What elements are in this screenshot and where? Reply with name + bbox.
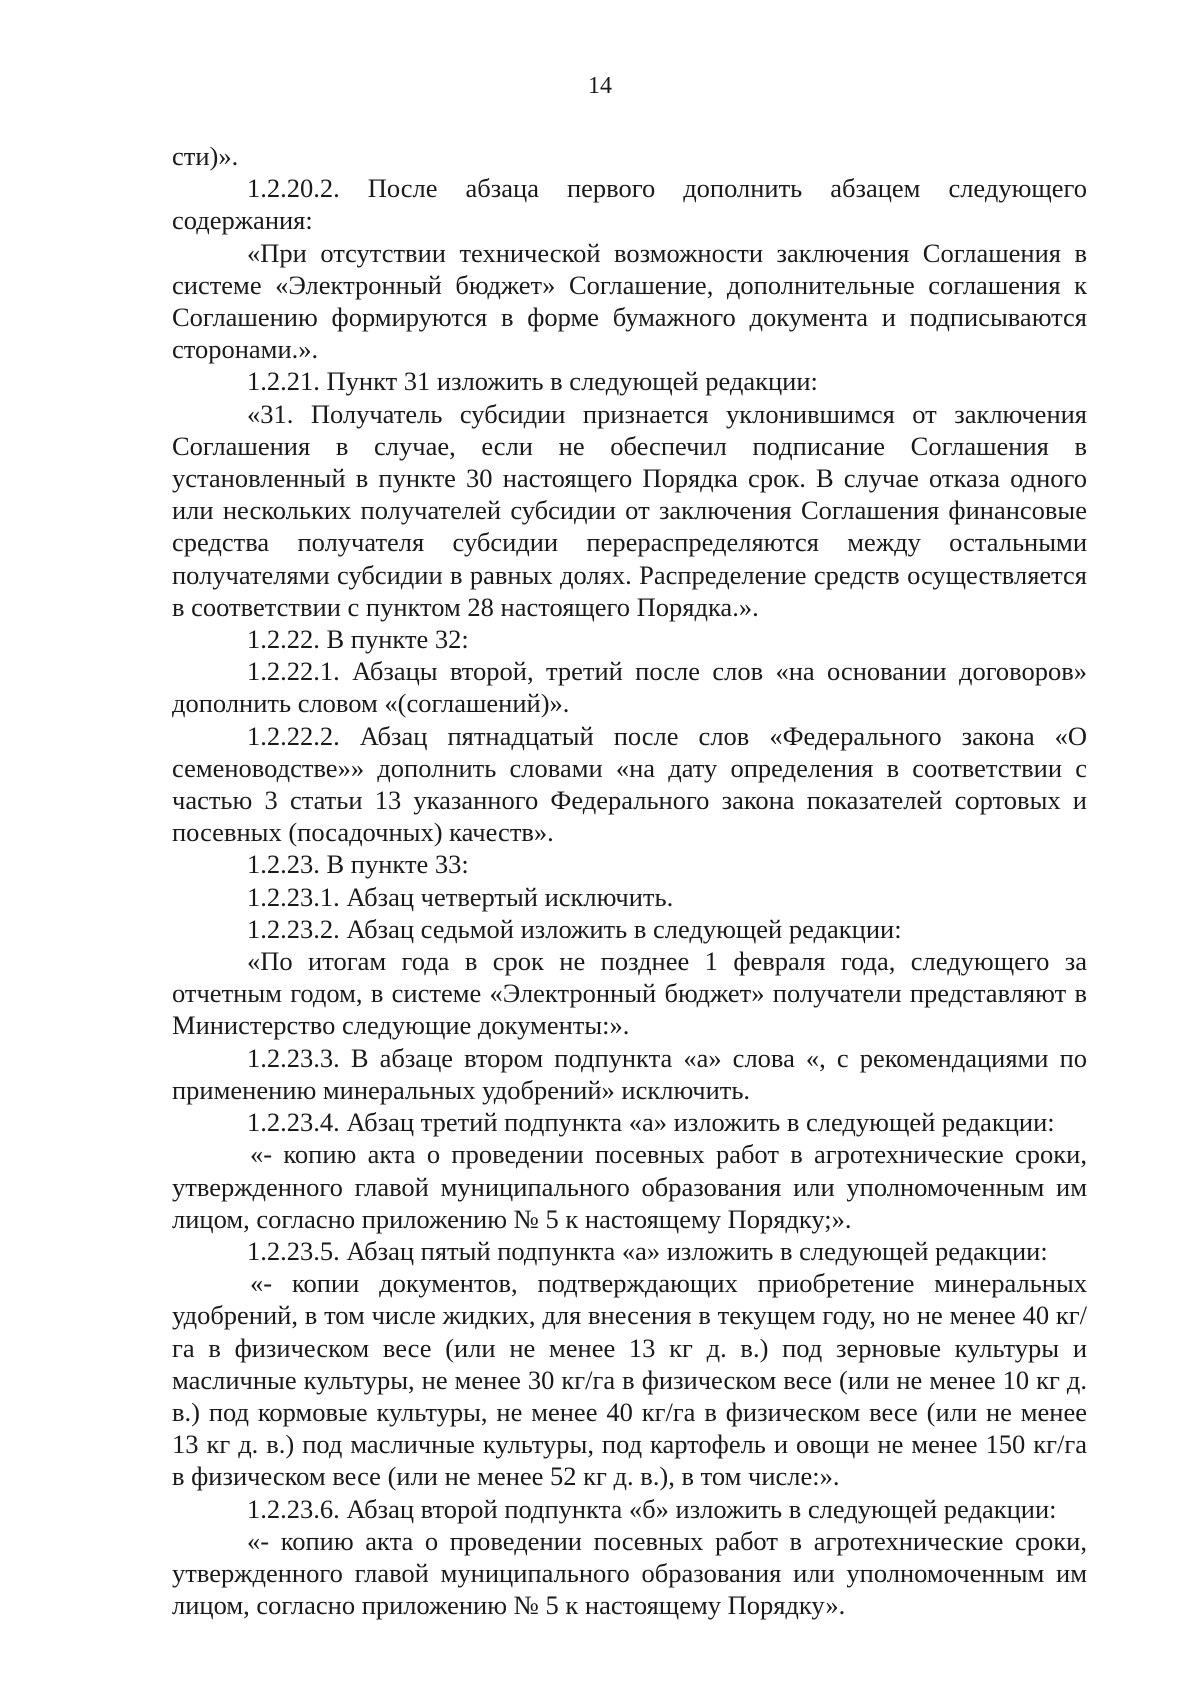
paragraph: 1.2.22. В пункте 32: (247, 624, 469, 655)
paragraph: 1.2.23.3. В абзаце втором подпункта «а» слова «, с рекомендациями по применению минеральных удобрений» исключить. (172, 1042, 1087, 1105)
document-body (172, 140, 1087, 1621)
paragraph: 1.2.23.4. Абзац третий подпункта «а» изложить в следующей редакции: (247, 1107, 1055, 1138)
paragraph: 1.2.22.1. Абзацы второй, третий после слов «на основании договоров» дополнить словом «(соглашений)». (172, 656, 1087, 719)
paragraph: 1.2.23.1. Абзац четвертый исключить. (247, 881, 674, 912)
paragraph: 1.2.23. В пункте 33: (247, 849, 469, 880)
paragraph: «По итогам года в срок не позднее 1 февраля года, следующего за отчетным годом, в системе «Электронный бюджет» получатели представляют в Министерство следующие документы:». (172, 946, 1087, 1041)
paragraph: сти)». (172, 141, 239, 171)
paragraph: «- копию акта о проведении посевных работ в агротехнические сроки, утвержденного главой муниципального образования или уполномоченным им лицом, согласно приложению № 5 к настоящему Порядку». (172, 1525, 1087, 1621)
paragraph: «- копии документов, подтверждающих приобретение минеральных удобрений, в том числе жидких, для внесения в текущем году, но не менее 40 кг/га в физическом весе (или не менее 13 кг д. в.) под зерновые культуры и масличные культуры, не менее 30 кг/га в физическом весе (или не менее 10 кг д. в.) под кормовые культуры, не менее 40 кг/га в физическом весе (или не менее 13 кг д. в.) под масличные культуры, под картофель и овощи не менее 150 кг/га в физическом весе (или не менее 52 кг д. в.), в том числе:». (172, 1268, 1087, 1492)
paragraph: 1.2.23.2. Абзац седьмой изложить в следующей редакции: (247, 913, 902, 944)
paragraph: «При отсутствии технической возможности заключения Соглашения в системе «Электронный бюджет» Соглашение, дополнительные соглашения к Соглашению формируются в форме бумажного документа и подписываются сторонами.». (172, 237, 1087, 365)
page-number: 14 (588, 73, 612, 99)
paragraph: 1.2.23.5. Абзац пятый подпункта «а» изложить в следующей редакции: (247, 1235, 1048, 1266)
paragraph: 1.2.21. Пункт 31 изложить в следующей редакции: (247, 366, 818, 397)
paragraph: 1.2.20.2. После абзаца первого дополнить абзацем следующего содержания: (172, 173, 1087, 236)
paragraph: 1.2.22.2. Абзац пятнадцатый после слов «Федерального закона «О семеноводстве»» дополнить словами «на дату определения в соответствии с частью 3 статьи 13 указанного Федерального закона показателей сортовых и посевных (посадочных) качеств». (172, 720, 1087, 848)
paragraph: 1.2.23.6. Абзац второй подпункта «б» изложить в следующей редакции: (247, 1493, 1057, 1524)
paragraph: «- копию акта о проведении посевных работ в агротехнические сроки, утвержденного главой муниципального образования или уполномоченным им лицом, согласно приложению № 5 к настоящему Порядку;». (172, 1139, 1087, 1234)
paragraph: «31. Получатель субсидии признается уклонившимся от заключения Соглашения в случае, если не обеспечил подписание Соглашения в установленный в пункте 30 настоящего Порядка срок. В случае отказа одного или нескольких получателей субсидии от заключения Соглашения финансовые средства получателя субсидии перераспределяются между остальными получателями субсидии в равных долях. Распределение средств осуществляется в соответствии с пунктом 28 настоящего Порядка.». (172, 398, 1087, 622)
